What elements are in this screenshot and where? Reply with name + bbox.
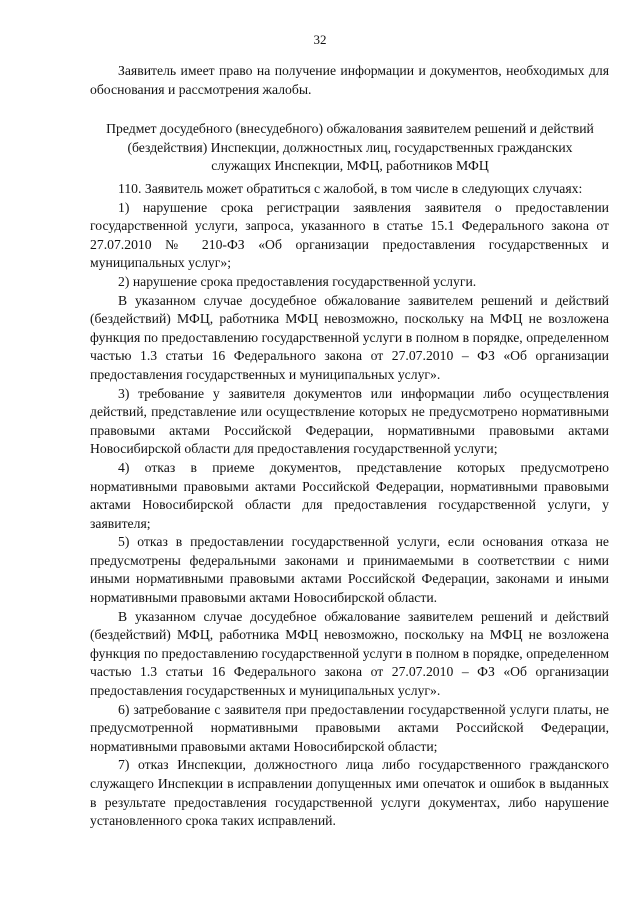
list-item-3: 3) требование у заявителя документов или информации либо осуществления действий, представление или осуществление которых не предусмотрено нормативными правовыми актами Российской Федерации, нормативными правовыми актами Новосибирской области для предоставления государственной услуги; bbox=[90, 385, 609, 457]
list-item-1: 1) нарушение срока регистрации заявления заявителя о предоставлении государственной услуги, запроса, указанного в статье 15.1 Федерального закона от 27.07.2010 № 210-ФЗ «Об организации предоставления государственных и муниципальных услуг»; bbox=[90, 199, 609, 271]
page-number: 32 bbox=[313, 32, 327, 47]
list-item-7: 7) отказ Инспекции, должностного лица либо государственного гражданского служащего Инспекции в исправлении допущенных ими опечаток и ошибок в выданных в результате предоставления государственной услуги документах, либо нарушение установленного срока таких исправлений. bbox=[90, 757, 609, 829]
section-heading: Предмет досудебного (внесудебного) обжалования заявителем решений и действий (бездействия) Инспекции, должностных лиц, государственных гражданских служащих Инспекции, МФЦ, работников МФЦ bbox=[106, 121, 594, 174]
list-item-5: 5) отказ в предоставлении государственной услуги, если основания отказа не предусмотрены федеральными законами и принимаемыми в соответствии с ними иными нормативными правовыми актами Российской Федерации, законами и иными нормативными правовыми актами Новосибирской области. bbox=[90, 534, 609, 606]
intro-paragraph: Заявитель имеет право на получение информации и документов, необходимых для обоснования и рассмотрения жалобы. bbox=[90, 63, 609, 97]
paragraph-110: 110. Заявитель может обратиться с жалобой, в том числе в следующих случаях: bbox=[118, 181, 583, 196]
list-item-2: 2) нарушение срока предоставления государственной услуги. bbox=[118, 273, 477, 289]
complaint-cases-list bbox=[90, 180, 609, 831]
list-item-6: 6) затребование с заявителя при предоставлении государственной услуги платы, не предусмотренной нормативными правовыми актами Российской Федерации, нормативными правовыми актами Новосибирской области; bbox=[90, 701, 609, 754]
mfc-note-paragraph: В указанном случае досудебное обжалование заявителем решений и действий (бездействий) МФЦ, работника МФЦ невозможно, поскольку на МФЦ не возложена функция по предоставлению государственной услуги в полном в порядке, определенном частью 1.3 статьи 16 Федерального закона от 27.07.2010 – ФЗ «Об организации предоставления государственных и муниципальных услуг». bbox=[90, 292, 609, 382]
intro-block bbox=[90, 62, 609, 99]
mfc-note-paragraph-2: В указанном случае досудебное обжалование заявителем решений и действий (бездействий) МФЦ, работника МФЦ невозможно, поскольку на МФЦ не возложена функция по предоставлению государственной услуги в полном в порядке, определенном частью 1.3 статьи 16 Федерального закона от 27.07.2010 – ФЗ «Об организации предоставления государственных и муниципальных услуг». bbox=[90, 608, 609, 699]
list-item-4: 4) отказ в приеме документов, представление которых предусмотрено нормативными правовыми актами Российской Федерации, нормативными правовыми актами Новосибирской области для предоставления государственной услуги, у заявителя; bbox=[90, 459, 609, 531]
